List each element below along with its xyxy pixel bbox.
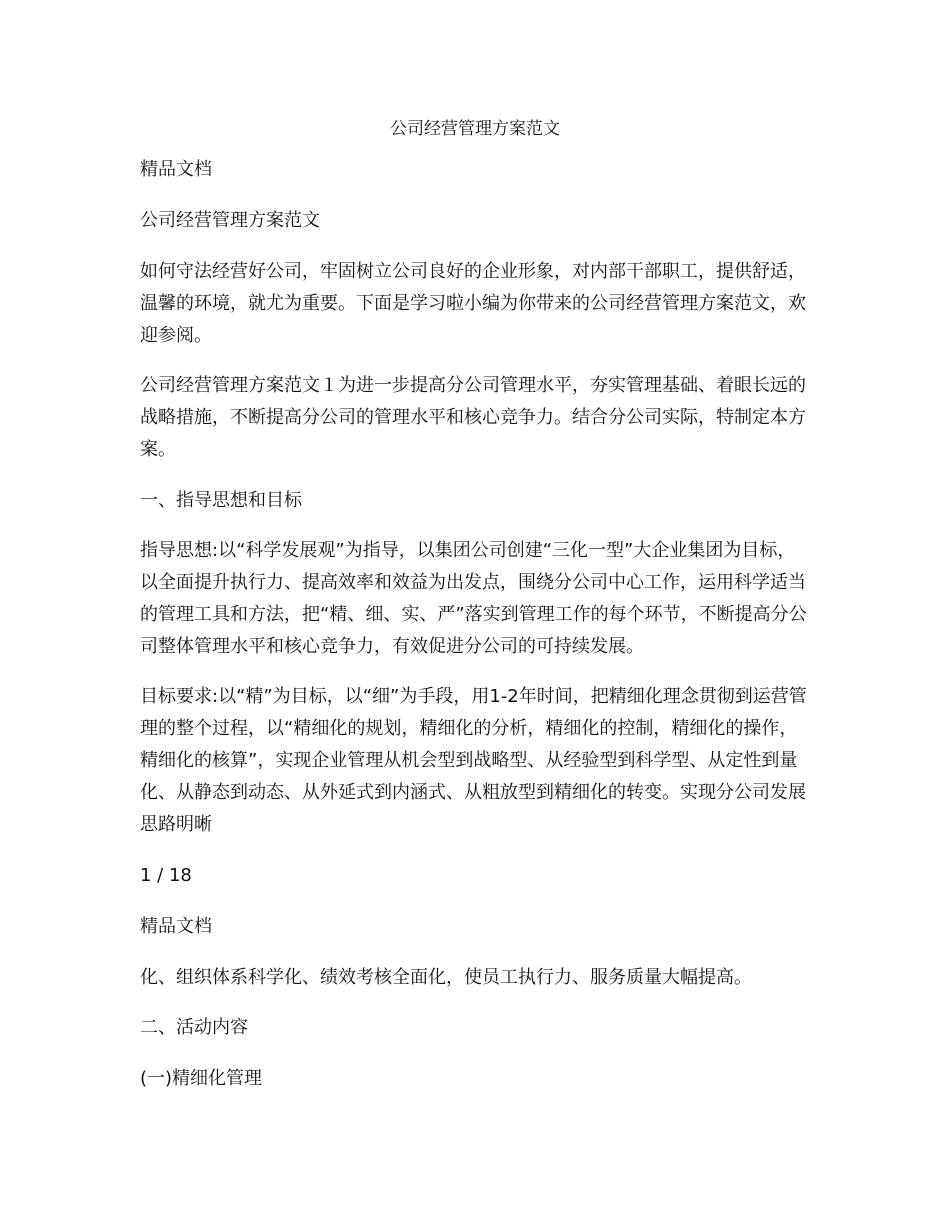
subsection-heading-refined-management: (一)精细化管理 [140, 1068, 263, 1089]
page-number: 1 / 18 [140, 865, 192, 886]
section-heading-activities: 二、活动内容 [140, 1017, 248, 1038]
intro-paragraph: 如何守法经营好公司，牢固树立公司良好的企业形象，对内部干部职工，提供舒适，温馨的环境，就尤为重要。下面是学习啦小编为你带来的公司经营管理方案范文，欢迎参阅。 [140, 261, 806, 346]
continuation-paragraph: 化、组织体系科学化、绩效考核全面化，使员工执行力、服务质量大幅提高。 [140, 967, 752, 988]
document-title: 公司经营管理方案范文 [390, 119, 560, 139]
section-heading-guidance: 一、指导思想和目标 [140, 490, 302, 511]
guiding-ideology-paragraph: 指导思想:以“科学发展观”为指导，以集团公司创建“三化一型”大企业集团为目标，以全面提升执行力、提高效率和效益为出发点，围绕分公司中心工作，运用科学适当的管理工具和方法，把“精、细、实、严”落实到管理工作的每个环节，不断提高分公司整体管理水平和核心竞争力，有效促进分公司的可持续发展。 [140, 540, 807, 657]
page-header-label-second: 精品文档 [140, 916, 212, 937]
page-header-label: 精品文档 [140, 159, 212, 180]
goal-requirements-paragraph: 目标要求:以“精”为目标，以“细”为手段，用1-2年时间，把精细化理念贯彻到运营管理的整个过程，以“精细化的规划，精细化的分析，精细化的控制，精细化的操作，精细化的核算”，实现企业管理从机会型到战略型、从经验型到科学型、从定性到量化、从静态到动态、从外延式到内涵式、从粗放型到精细化的转变。实现分公司发展思路明晰 [140, 686, 807, 835]
section-one-paragraph: 公司经营管理方案范文１为进一步提高分公司管理水平，夯实管理基础、着眼长远的战略措施，不断提高分公司的管理水平和核心竞争力。结合分公司实际，特制定本方案。 [140, 375, 806, 460]
document-subtitle: 公司经营管理方案范文 [140, 210, 320, 231]
